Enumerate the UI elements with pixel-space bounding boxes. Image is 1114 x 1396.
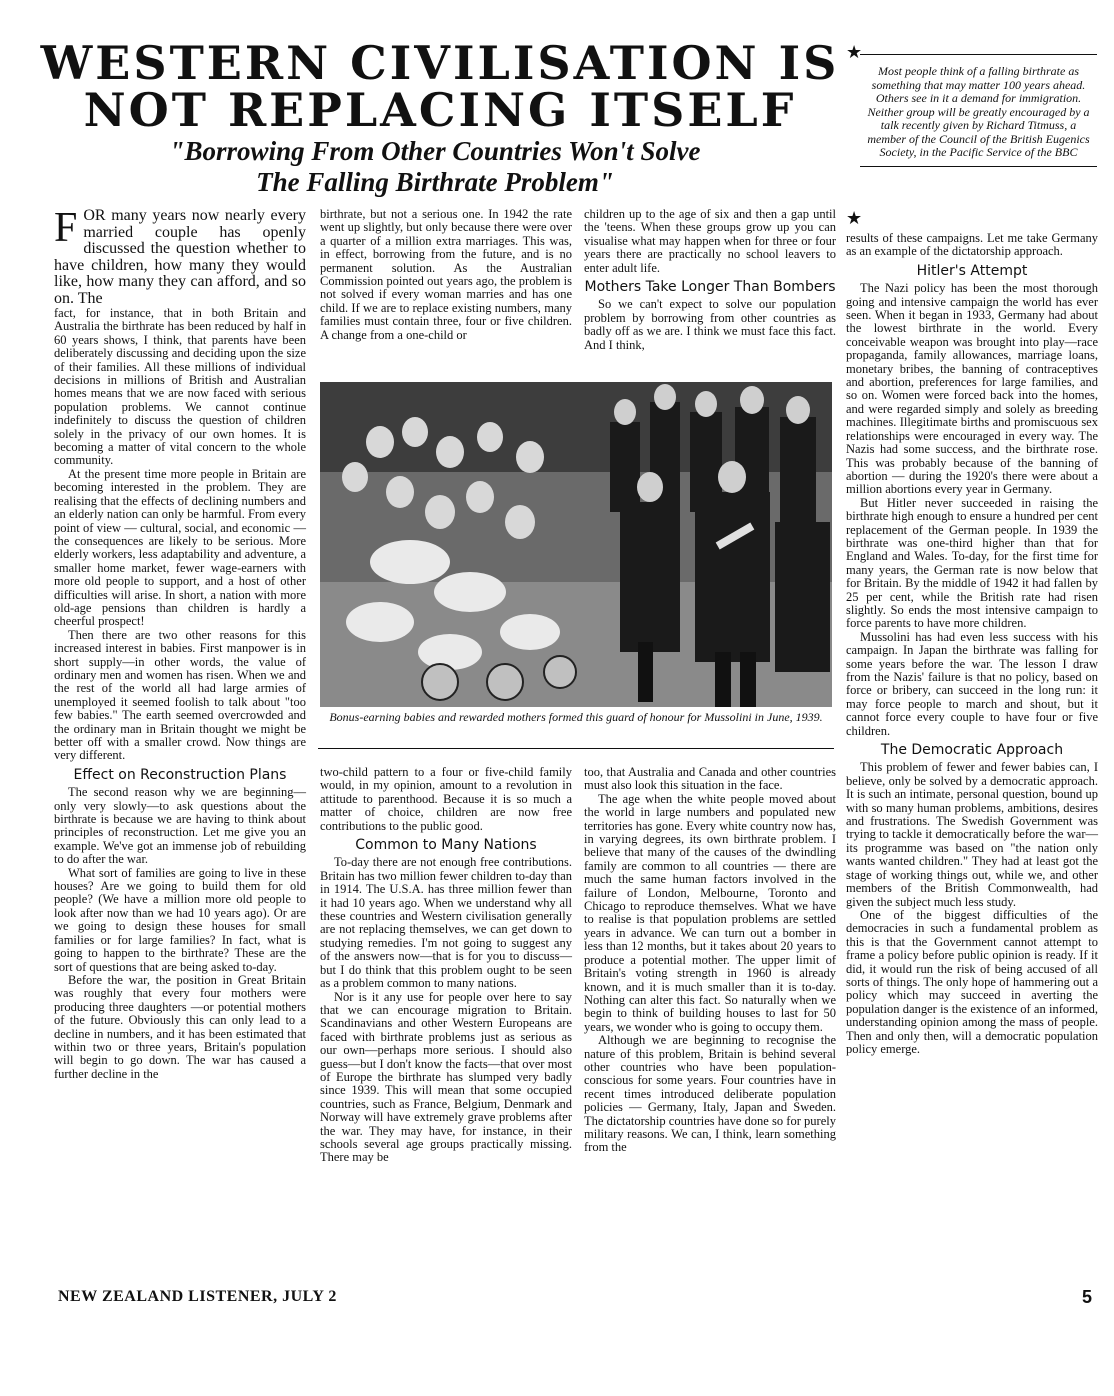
headline-line-2: NOT REPLACING ITSELF [83,83,797,137]
column-2-top [320,208,572,342]
section-heading: Effect on Reconstruction Plans [73,766,287,783]
star-icon: ★ [846,42,863,63]
paragraph: To-day there are not enough free contributions. Britain has two million fewer children to-day than in 1914. The U.S.A. has three million fewer than it had 10 years ago. When we understand why all these countries and Western civilisation generally are not replacing themselves, we can get down to studying remedies. I'm not going to suggest any of the answers now—that is for you to discuss—but I do think that this problem ought to be seen as a problem common to many nations. [320,855,572,991]
paragraph: Mussolini has had even less success with his campaign. In Japan the birthrate was falling for some years before the war. The lesson I draw from the Nazis' failure is that no policy, based on force or bribery, can succeed in the long run: it may force people to march and shout, but it cannot force every couple to have four or five children. [846,629,1098,738]
paragraph: At the present time more people in Britain are becoming interested in the problem. They are realising that the effects of declining numbers and an elderly nation can only be harmful. From every point of view — cultural, social, and economic — the consequences are likely to be serious. More elderly workers, less adaptability and adventure, a smaller home market, fewer wage-earners with more old people to support, and a host of other difficulties will arise. In short, a nation with more old-age pensions than children is hardly a cheerful prospect! [54,466,306,629]
paragraph: children up to the age of six and then a gap until the 'teens. When these groups grow up you can visualise what may happen when for three or four years there are practically no school leavers to enter adult life. [584,207,836,275]
column-3-bottom [584,766,836,1155]
paragraph: This problem of fewer and fewer babies can, I believe, only be solved by a democratic approach. It is such an intimate, personal question, bound up with so many human problems, ambitions, desires and frustrations. The Swedish Government was trying to tackle it democratically before the war—its programme was based on "the nation only wants wanted children." They had at least got the stage of working things out, while we, and other members of the British Commonwealth, had given the subject much less study. [846,760,1098,909]
paragraph: What sort of families are going to live in these houses? Are we going to build them for old people? (We have a million more old people to look after now than we had 10 years ago). Or are we going to design these houses for small families or for large families? In fact, what is going to happen to the birthrate? These are the sort of questions that are being asked to-day. [54,865,306,974]
subheadline-line-1: "Borrowing From Other Countries Won't Solve [169,136,701,166]
paragraph: The second reason why we are beginning—only very slowly—to ask questions about the birthrate is because we are having to think about principles of reconstruction. Let me give you an example. We've got an immense job of rebuilding to do after the war. [54,785,306,867]
intro-standfirst: Most people think of a falling birthrate as something that may matter 100 years ahead. Others see in it a demand for immigration. Neither group will be greatly encouraged by a talk recently given by Richard Titmuss, a member of the Council of the British Eugenics Society, in the Pacific Service of the BBC [860,54,1097,167]
paragraph: two-child pattern to a four or five-child family would, in my opinion, amount to a revolution in attitude to parenthood. Because it is so much a matter of choice, children are now free contributions to the public good. [320,765,572,833]
lead-paragraph [54,205,306,307]
divider-rule [318,748,834,749]
paragraph: But Hitler never succeeded in raising the birthrate high enough to ensure a hundred per cent replacement of the German people. In 1939 the birthrate was one-third higher than that for England and Wales. To-day, for the first time for many years, the German rate is now below that for Britain. By the middle of 1942 it had fallen by 25 per cent, while the British rate had risen slightly. So ends the most intensive campaign to force parents to have more children. [846,495,1098,631]
paragraph: Nor is it any use for people over here to say that we can encourage migration to Britain. Scandinavians and other Western Europeans are faced with birthrate problems just as serious as our own—perhaps more serious. I should also guess—but I don't know the facts—that over most of Europe the birthrate has slumped very badly since 1939. This will mean that some occupied countries, such as France, Belgium, Denmark and Norway will have extremely grave problems after the war. They may have, for instance, in their schools several age groups practically missing. There may be [320,989,572,1165]
paragraph: fact, for instance, that in both Britain and Australia the birthrate has been reduced by half in 60 years shows, I think, that parents have been deliberately discussing and deciding upon the size of their families. All these millions of individual decisions in millions of British and Australian homes means that we are now faced with serious population problems. We cannot continue indefinitely to discuss the question of children solely in the privacy of our own homes. It is becoming a matter of vital concern to the whole community. [54,306,306,468]
column-3-top [584,208,836,352]
column-1 [54,205,306,1081]
paragraph: So we can't expect to solve our population problem by borrowing from other countries as badly off as we are. I think we must face this fact. And I think, [584,297,836,352]
star-icon: ★ [846,208,863,229]
photo-caption: Bonus-earning babies and rewarded mothers formed this guard of honour for Mussolini in June, 1939. [329,710,823,724]
headline-line-1: WESTERN CIVILISATION IS [40,36,840,90]
subheadline [30,136,840,198]
column-4 [846,232,1098,1056]
drop-cap: F [54,205,78,251]
paragraph: results of these campaigns. Let me take Germany as an example of the dictatorship approach. [846,231,1098,259]
headline [40,36,840,137]
column-2-bottom [320,766,572,1165]
page-number: 5 [1082,1287,1093,1307]
paragraph: One of the biggest difficulties of the democracies in such a fundamental problem as this is that the Government cannot attempt to frame a policy before public opinion is ready. If it did, it would run the risk of being accused of all sorts of things. The only hope of hammering out a policy which may succeed in averting the population danger is the existence of an informed, understanding opinion among the mass of people. Then and only then, will a democratic population policy emerge. [846,907,1098,1056]
masthead-footer: NEW ZEALAND LISTENER, JULY 2 [58,1288,337,1305]
section-heading: Hitler's Attempt [916,262,1028,279]
lead-text: OR many years now nearly every married couple has openly discussed the question whether to have children, how many they would like, how many they can afford, and so on. The [54,207,306,307]
paragraph: Then there are two other reasons for this increased interest in babies. First manpower is in short supply—in other words, the value of ordinary men and women has risen. When we and the rest of the world all had large armies of unemployed it seemed foolish to talk about "too few babies." The earth seemed overcrowded and the ordinary man in Britain thought we might be better off with a smaller crowd. Now things are very different. [54,627,306,763]
paragraph: The age when the white people moved about the world in large numbers and populated new territories has gone. Every white country now has, in varying degrees, its own birthrate problem. I believe that many of the causes of the dwindling family are common to all countries — there are much the same human factors involved in the failure of London, Melbourne, Toronto and Chicago to reproduce themselves. What we have to realise is that population problems are settled years in advance. We can turn out a bomber in less than 12 months, but it takes about 20 years to produce a potential mother. The upper limit of Britain's voting strength in 1960 is already known, and it is much smaller than it is to-day. Nothing can alter this fact. So naturally when we begin to think of building houses to last for 50 years, we wonder who is going to occupy them. [584,791,836,1034]
section-heading: The Democratic Approach [880,742,1064,759]
section-heading: Common to Many Nations [355,837,537,854]
mussolini-photograph [320,382,832,707]
section-heading: Mothers Take Longer Than Bombers [584,279,836,296]
paragraph: The Nazi policy has been the most thorough going and intensive campaign the world has ever seen. When it began in 1933, Germany had about the lowest birthrate in the world. Every conceivable weapon was brought into play—race propaganda, family allowances, marriage loans, monetary bribes, the banning of contraceptives and abortion, preferences for large families, and so on. Women were forced back into the homes, and were regarded simply and solely as breeding machines. Illegitimate births and promiscuous sex relationships were encouraged in every way. The Nazis had some success, and the birthrate rose. This was probably because of the banning of abortion — during the 1920's there were about a million abortions every year in Germany. [846,281,1098,497]
paragraph: too, that Australia and Canada and other countries must also look this situation in the face. [584,765,836,793]
subheadline-line-2: The Falling Birthrate Problem" [256,167,614,197]
paragraph: birthrate, but not a serious one. In 1942 the rate went up slightly, but only because there were over a quarter of a million extra marriages. This was, in effect, borrowing from the future, and is no permanent solution. As the Australian Commission pointed out years ago, the problem is not solved if every woman marries and has one child. If we are to replace existing numbers, many families must contain three, four or five children. A change from a one-child or [320,207,572,342]
paragraph: Although we are beginning to recognise the nature of this problem, Britain is behind several other countries who have been population-conscious for some years. Four countries have in recent times introduced deliberate population policies — Germany, Italy, Japan and Sweden. The dictatorship countries have done so for purely military reasons. We can, I think, learn something from the [584,1033,836,1155]
photo-image [320,382,832,707]
paragraph: Before the war, the position in Great Britain was roughly that every four mothers were producing three daughters —or potential mothers of the future. Obviously this can only lead to a decline in numbers, and it has been estimated that within two or three years, Britain's population will begin to go down. The war has caused a further decline in the [54,972,306,1081]
